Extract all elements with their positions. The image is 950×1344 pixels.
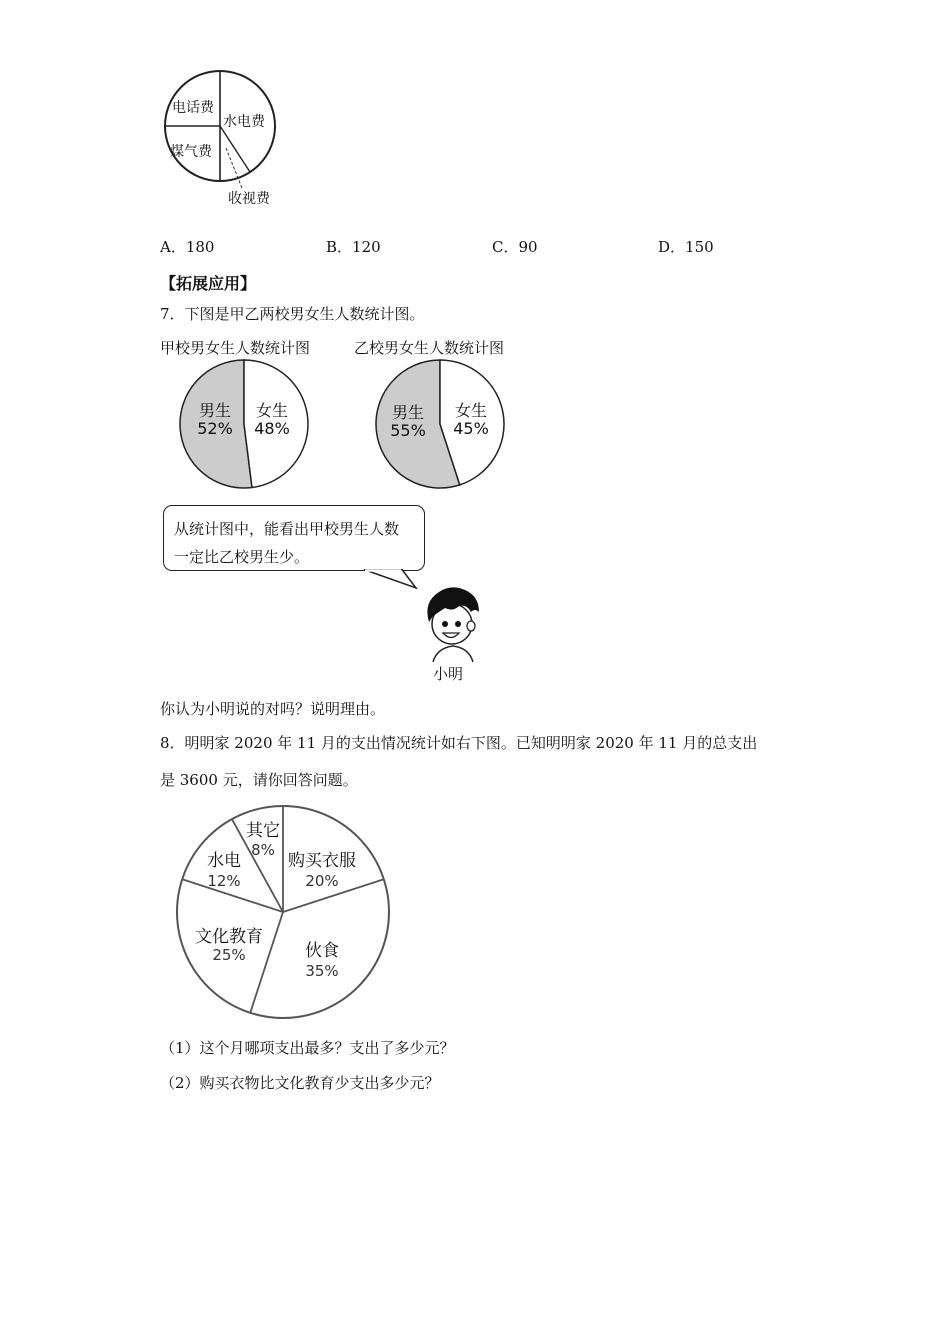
q6-label-tv: 收视费 — [228, 191, 270, 207]
q7-speech-line-2: 一定比乙校男生少。 — [174, 548, 310, 566]
q6-option-a[interactable] — [160, 236, 214, 257]
q6-option-d-value: 150 — [685, 238, 714, 256]
q8-sub-question-2: （2）购买衣物比文化教育少支出多少元？ — [160, 1074, 440, 1092]
q8-value-clothes: 20% — [305, 872, 339, 890]
q7-pie-school-a — [172, 352, 316, 496]
section-title: 【拓展应用】 — [160, 274, 257, 293]
q6-label-phone: 电话费 — [172, 100, 214, 116]
q7-speech-bubble — [163, 505, 425, 571]
q6-label-gas: 煤气费 — [170, 144, 212, 160]
q7-chart-title-school-a: 甲校男女生人数统计图 — [160, 339, 311, 357]
q8-sub-question-1: （1）这个月哪项支出最多？支出了多少元？ — [160, 1039, 455, 1057]
q8-label-food: 伙食 — [305, 941, 339, 961]
q7-speech-line-1: 从统计图中，能看出甲校男生人数 — [174, 520, 400, 538]
pie-a-girls-value: 48% — [254, 419, 290, 438]
q8-label-education: 文化教育 — [195, 927, 263, 947]
q8-value-other: 8% — [251, 841, 275, 859]
pie-b-girls-value: 45% — [453, 419, 489, 438]
q8-label-clothes: 购买衣服 — [288, 851, 356, 871]
q7-question: 你认为小明说的对吗？说明理由。 — [160, 700, 386, 718]
q8-label-utilities: 水电 — [207, 851, 241, 871]
pie-b-girls-label: 女生 — [454, 401, 488, 420]
q6-option-d-letter: D． — [658, 238, 686, 256]
q8-value-utilities: 12% — [207, 872, 241, 890]
q8-stem-line-1: 8．明明家 2020 年 11 月的支出情况统计如右下图。已知明明家 2020 年 11 月的总支出 — [160, 734, 758, 752]
q8-pie-chart — [170, 800, 400, 1030]
q6-option-b-value: 120 — [352, 238, 381, 256]
q6-pie-chart — [150, 60, 290, 220]
q6-option-a-value: 180 — [185, 238, 215, 256]
q6-label-water-electric: 水电费 — [223, 114, 265, 130]
xiaoming-character-icon — [415, 582, 495, 664]
pie-a-boys-label: 男生 — [198, 401, 232, 420]
q6-option-d[interactable] — [658, 236, 714, 257]
q8-stem-line-2: 是 3600 元，请你回答问题。 — [160, 771, 358, 789]
q8-label-other: 其它 — [246, 821, 280, 841]
q8-value-food: 35% — [305, 962, 339, 980]
q7-stem: 7．下图是甲乙两校男女生人数统计图。 — [160, 305, 425, 323]
q6-option-b[interactable] — [326, 236, 381, 257]
q7-chart-title-school-b: 乙校男女生人数统计图 — [354, 339, 505, 357]
q6-option-c[interactable] — [492, 236, 538, 257]
q7-character-name: 小明 — [433, 665, 464, 683]
pie-b-boys-label: 男生 — [391, 403, 425, 422]
pie-a-boys-value: 52% — [197, 419, 233, 438]
pie-a-girls-label: 女生 — [255, 401, 289, 420]
q7-pie-school-b — [368, 352, 512, 496]
q6-option-c-value: 90 — [518, 238, 538, 256]
q6-option-b-letter: B． — [326, 238, 353, 256]
q6-option-a-letter: A． — [160, 238, 186, 256]
q6-option-c-letter: C． — [492, 238, 519, 256]
pie-b-boys-value: 55% — [390, 421, 426, 440]
q8-value-education: 25% — [212, 946, 246, 964]
